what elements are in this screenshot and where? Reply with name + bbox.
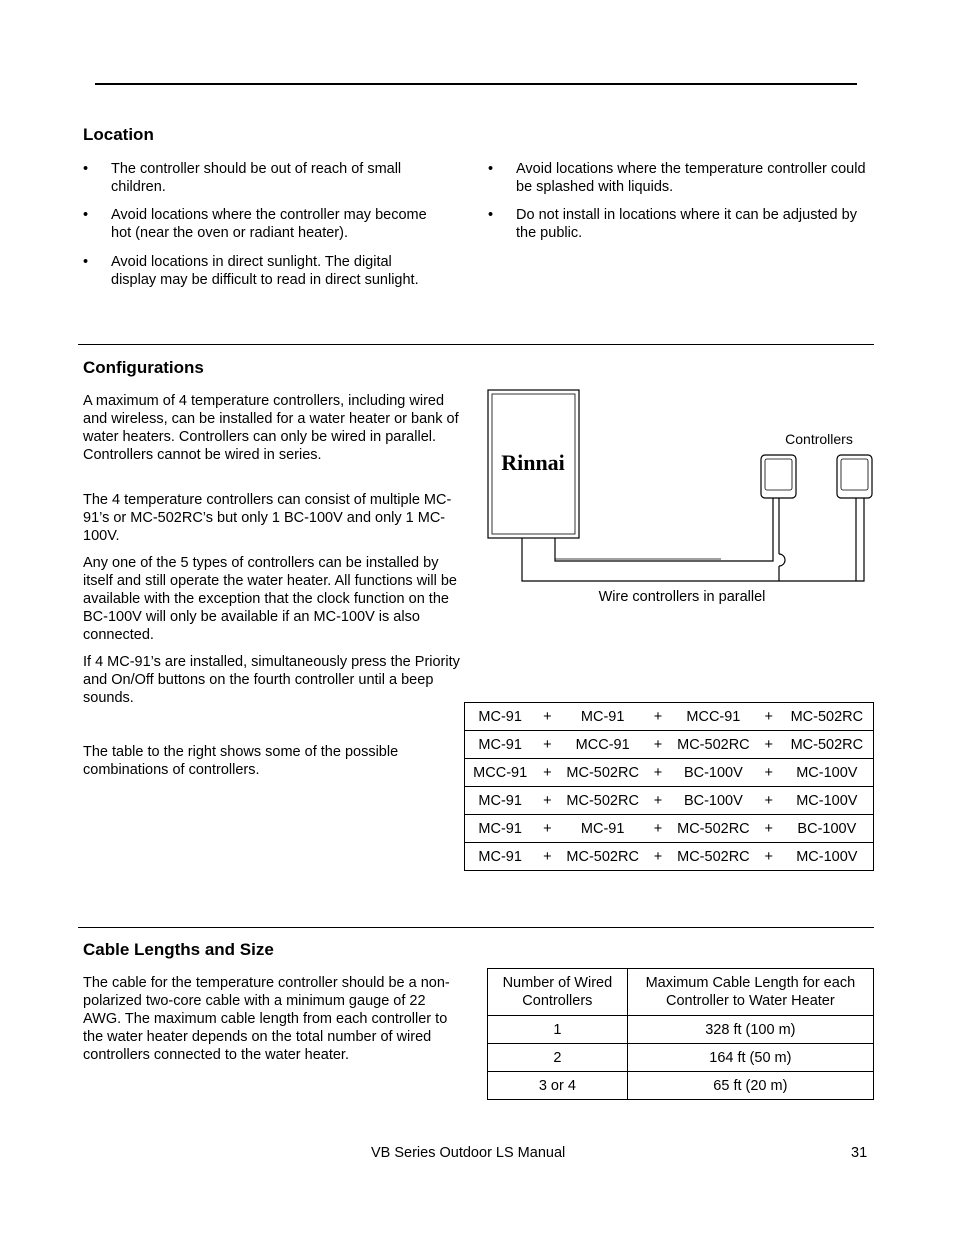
controller-model-cell: MC-100V bbox=[781, 759, 874, 787]
plus-sign: + bbox=[757, 703, 781, 731]
controller-model-cell: MC-91 bbox=[465, 787, 536, 815]
controller-model-cell: BC-100V bbox=[670, 759, 757, 787]
controller-model-cell: MC-502RC bbox=[781, 731, 874, 759]
table-cell: 3 or 4 bbox=[488, 1072, 628, 1100]
bullet-dot: • bbox=[488, 207, 494, 223]
plus-sign: + bbox=[646, 815, 670, 843]
combination-row bbox=[465, 815, 874, 843]
combinations-table bbox=[464, 702, 874, 871]
plus-sign: + bbox=[535, 787, 559, 815]
bullet-dot: • bbox=[488, 161, 494, 177]
page-number: 31 bbox=[851, 1145, 868, 1161]
controller-model-cell: MC-91 bbox=[559, 703, 646, 731]
configurations-heading: Configurations bbox=[83, 358, 204, 377]
plus-sign: + bbox=[535, 731, 559, 759]
table-cell: 1 bbox=[488, 1016, 628, 1044]
controller-model-cell: MCC-91 bbox=[559, 731, 646, 759]
table-row bbox=[488, 1016, 874, 1044]
controller-model-cell: MC-91 bbox=[559, 815, 646, 843]
plus-sign: + bbox=[757, 815, 781, 843]
controller-model-cell: MC-91 bbox=[465, 843, 536, 871]
table-row bbox=[488, 1072, 874, 1100]
plus-sign: + bbox=[757, 731, 781, 759]
table-row bbox=[488, 1044, 874, 1072]
controller-model-cell: MC-100V bbox=[781, 843, 874, 871]
location-bullet: • Avoid locations where the temperature controller could be splashed with liquids. bbox=[488, 161, 866, 195]
cable-heading: Cable Lengths and Size bbox=[83, 940, 274, 959]
controller-2-screen bbox=[841, 459, 868, 490]
plus-sign: + bbox=[646, 759, 670, 787]
controller-model-cell: MC-502RC bbox=[559, 843, 646, 871]
combination-row bbox=[465, 759, 874, 787]
controller-model-cell: MC-502RC bbox=[670, 815, 757, 843]
location-bullet: • The controller should be out of reach of small children. bbox=[83, 161, 402, 195]
plus-sign: + bbox=[757, 787, 781, 815]
top-rule bbox=[95, 83, 857, 85]
plus-sign: + bbox=[757, 843, 781, 871]
wires bbox=[522, 498, 864, 581]
config-paragraph: A maximum of 4 temperature controllers, including wired and wireless, can be installed for a water heater or bank of water heaters. Controllers can only be wired in parallel. Controllers cannot be wired in series. bbox=[83, 393, 459, 463]
table-cell: 328 ft (100 m) bbox=[627, 1016, 873, 1044]
controller-model-cell: MC-502RC bbox=[670, 843, 757, 871]
combination-row bbox=[465, 703, 874, 731]
controller-1-screen bbox=[765, 459, 792, 490]
table-header-row bbox=[488, 969, 874, 1016]
location-bullet: • Avoid locations in direct sunlight. The digital display may be difficult to read in direct sunlight. bbox=[83, 254, 419, 288]
header-cell: Number of Wired Controllers bbox=[488, 969, 628, 1016]
table-note: The table to the right shows some of the possible combinations of controllers. bbox=[83, 744, 399, 778]
rinnai-logo: Rinnai bbox=[501, 450, 565, 475]
controller-model-cell: MC-91 bbox=[465, 815, 536, 843]
plus-sign: + bbox=[535, 759, 559, 787]
section-divider bbox=[78, 344, 874, 345]
controller-model-cell: MCC-91 bbox=[670, 703, 757, 731]
cable-paragraph: The cable for the temperature controller should be a non-polarized two-core cable with a minimum gauge of 22 AWG. The maximum cable length from each controller to the water heater depends on the total number of wired controllers connected to the water heater. bbox=[83, 975, 450, 1063]
plus-sign: + bbox=[535, 703, 559, 731]
controller-1 bbox=[761, 455, 796, 498]
controller-model-cell: MCC-91 bbox=[465, 759, 536, 787]
header-cell: Maximum Cable Length for each Controller to Water Heater bbox=[627, 969, 873, 1016]
combination-row bbox=[465, 787, 874, 815]
table-cell: 65 ft (20 m) bbox=[627, 1072, 873, 1100]
plus-sign: + bbox=[757, 759, 781, 787]
plus-sign: + bbox=[646, 843, 670, 871]
controller-model-cell: MC-502RC bbox=[559, 787, 646, 815]
bullet-dot: • bbox=[83, 207, 89, 223]
plus-sign: + bbox=[646, 731, 670, 759]
location-bullet: • Avoid locations where the controller may become hot (near the oven or radiant heater). bbox=[83, 207, 427, 241]
config-paragraph: Any one of the 5 types of controllers can be installed by itself and still operate the water heater. All functions will be available with the exception that the clock function on the BC-100V will only be available if an MC-100V is also connected. bbox=[83, 555, 457, 643]
section-divider bbox=[78, 927, 874, 928]
controller-model-cell: BC-100V bbox=[781, 815, 874, 843]
bullet-dot: • bbox=[83, 254, 89, 270]
cable-table bbox=[487, 968, 874, 1100]
plus-sign: + bbox=[535, 843, 559, 871]
wiring-diagram bbox=[480, 380, 880, 610]
combination-row bbox=[465, 843, 874, 871]
plus-sign: + bbox=[535, 815, 559, 843]
combination-row bbox=[465, 731, 874, 759]
controller-model-cell: BC-100V bbox=[670, 787, 757, 815]
controller-model-cell: MC-502RC bbox=[559, 759, 646, 787]
diagram-caption: Wire controllers in parallel bbox=[598, 589, 766, 605]
controller-model-cell: MC-91 bbox=[465, 703, 536, 731]
controller-2 bbox=[837, 455, 872, 498]
plus-sign: + bbox=[646, 703, 670, 731]
plus-sign: + bbox=[646, 787, 670, 815]
controller-model-cell: MC-502RC bbox=[670, 731, 757, 759]
config-paragraph: The 4 temperature controllers can consist of multiple MC-91’s or MC-502RC’s but only 1 BC-100V and only 1 MC-100V. bbox=[83, 492, 452, 544]
bullet-dot: • bbox=[83, 161, 89, 177]
config-paragraph: If 4 MC-91’s are installed, simultaneously press the Priority and On/Off buttons on the fourth controller until a beep sounds. bbox=[83, 654, 460, 706]
controller-model-cell: MC-91 bbox=[465, 731, 536, 759]
controllers-label: Controllers bbox=[785, 431, 853, 447]
footer-title: VB Series Outdoor LS Manual bbox=[371, 1145, 566, 1161]
table-cell: 164 ft (50 m) bbox=[627, 1044, 873, 1072]
location-bullet: • Do not install in locations where it can be adjusted by the public. bbox=[488, 207, 857, 241]
controller-model-cell: MC-100V bbox=[781, 787, 874, 815]
table-cell: 2 bbox=[488, 1044, 628, 1072]
location-heading: Location bbox=[83, 125, 154, 144]
controller-model-cell: MC-502RC bbox=[781, 703, 874, 731]
